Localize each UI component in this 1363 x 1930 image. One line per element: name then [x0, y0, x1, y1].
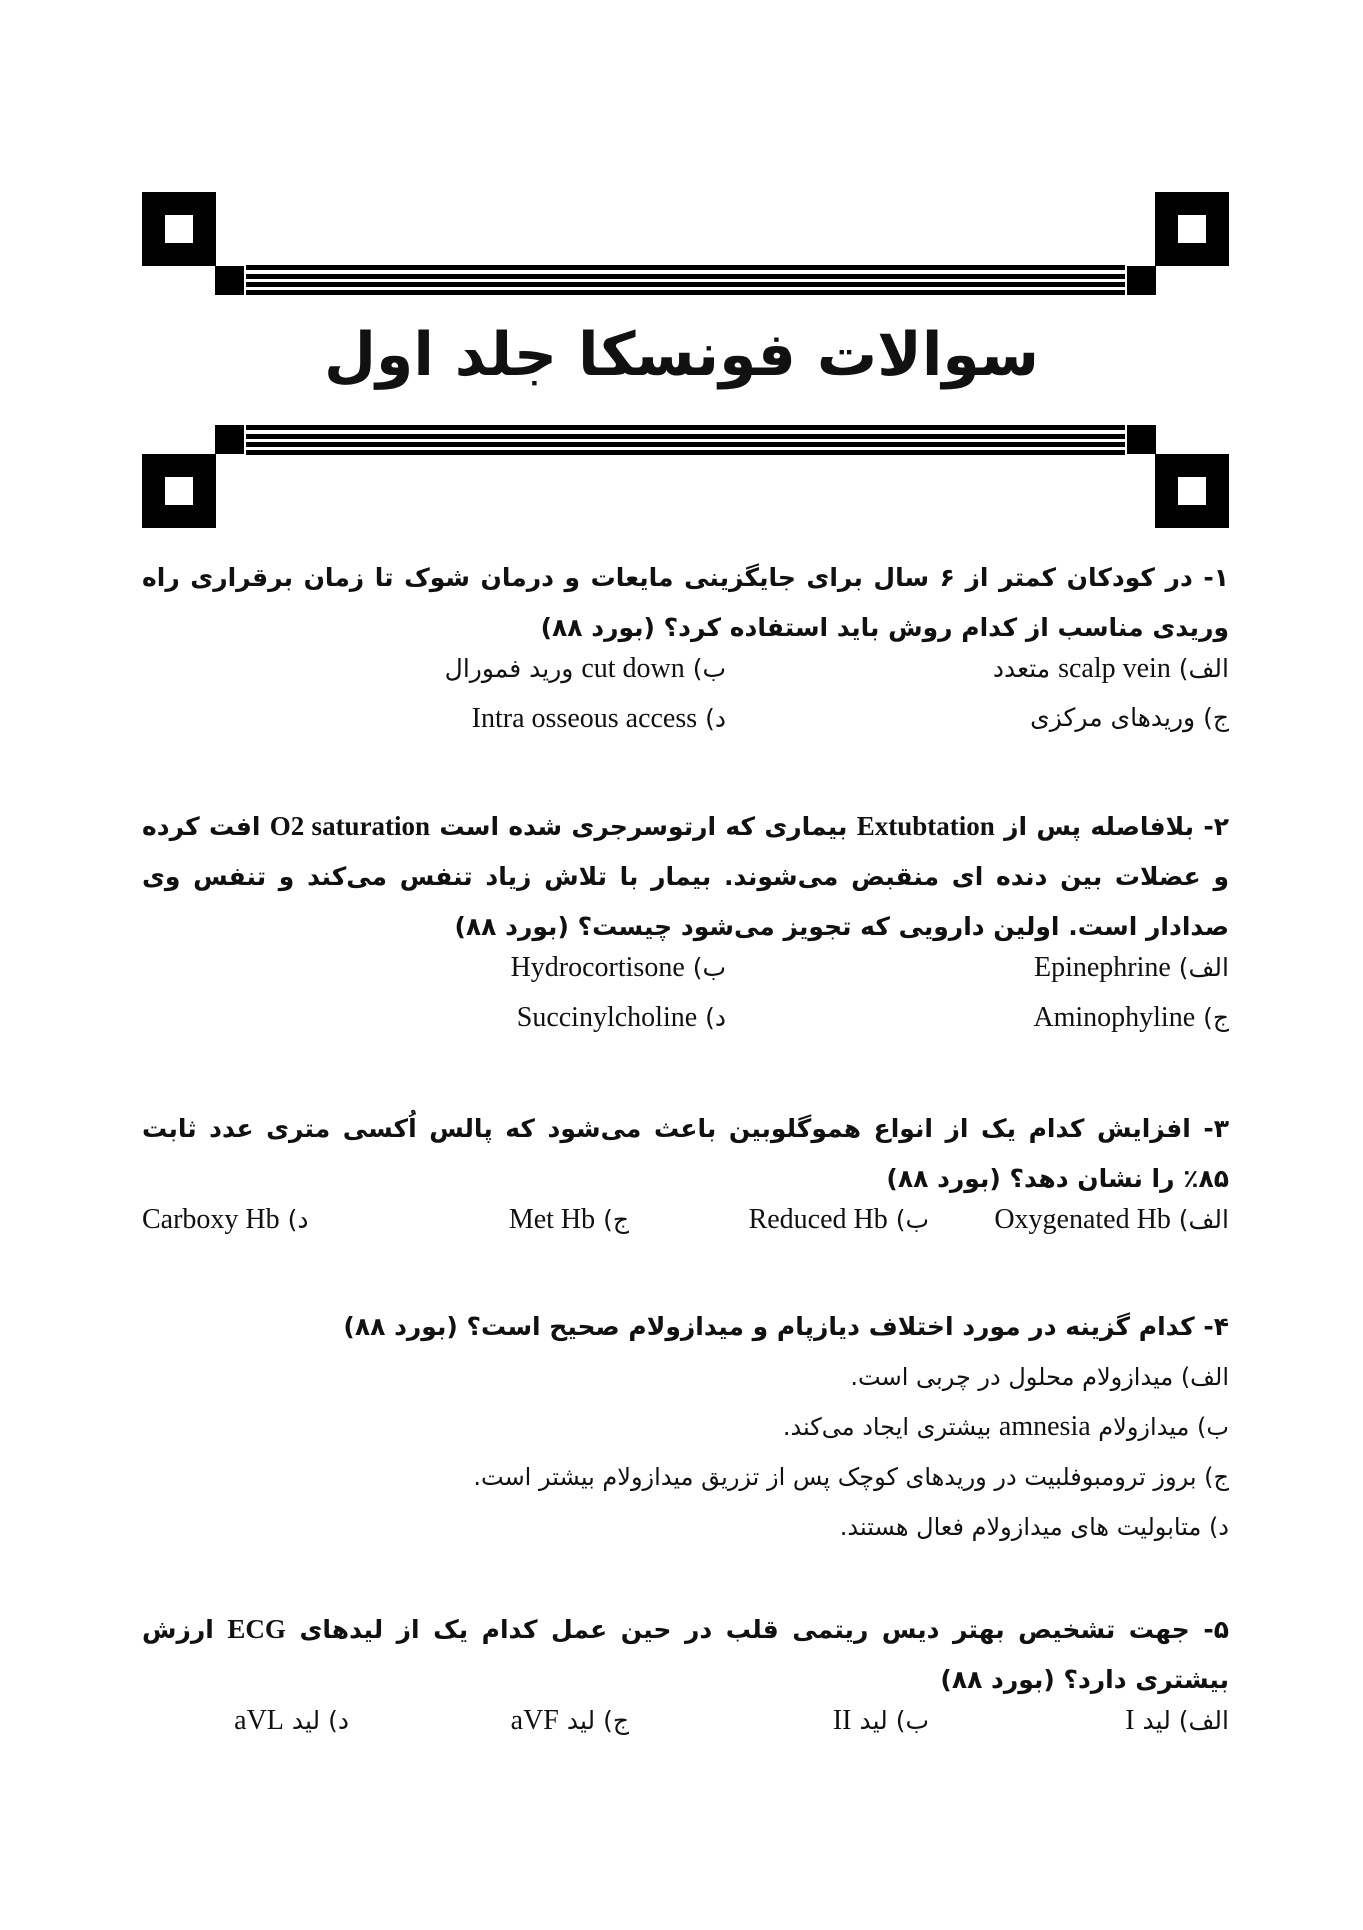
bottom-frame-ornament — [142, 425, 1229, 528]
question-5-text: ۵- جهت تشخیص بهتر دیس ریتمی قلب در حین عمل کدام یک از لیدهای ECG ارزش بیشتری دارد؟ (بورد ۸۸) — [142, 1614, 1229, 1694]
corner-square-top-left — [142, 192, 216, 266]
option-be: ب) cut down ورید فمورال — [444, 653, 726, 684]
option-alef: الف) لید I — [1125, 1705, 1229, 1736]
small-square-top-left — [215, 266, 244, 295]
option-dal: د) Intra osseous access — [471, 703, 726, 734]
question-2 — [142, 801, 1229, 1048]
option-be: ب) Hydrocortisone — [510, 952, 726, 983]
corner-square-bottom-right — [1155, 454, 1229, 528]
option-dal: د) متابولیت های میدازولام فعال هستند. — [839, 1513, 1229, 1541]
bottom-rule-lines — [246, 425, 1125, 455]
option-dal: د) Succinylcholine — [516, 1002, 726, 1033]
question-3 — [142, 1104, 1229, 1250]
option-be: ب) Reduced Hb — [748, 1204, 929, 1235]
option-be: ب) لید II — [832, 1705, 929, 1736]
option-jim: ج) بروز ترومبوفلبیت در وریدهای کوچک پس از تزریق میدازولام بیشتر است. — [473, 1463, 1229, 1491]
question-4-options — [142, 1352, 1229, 1552]
question-3-options — [142, 1204, 1229, 1250]
question-5-options — [142, 1705, 1229, 1751]
small-square-bottom-right — [1127, 425, 1156, 454]
corner-square-bottom-left — [142, 454, 216, 528]
option-jim: ج) وریدهای مرکزی — [1030, 703, 1229, 732]
option-alef: الف) Epinephrine — [1034, 952, 1229, 983]
option-jim: ج) لید aVF — [510, 1705, 629, 1736]
question-3-text: ۳- افزایش کدام یک از انواع هموگلوبین باعث می‌شود که پالس اُکسی متری عدد ثابت ۸۵٪ را نشان دهد؟ (بورد ۸۸) — [142, 1114, 1229, 1193]
question-4-text: ۴- کدام گزینه در مورد اختلاف دیازپام و میدازولام صحیح است؟ (بورد ۸۸) — [343, 1312, 1229, 1341]
option-alef: الف) scalp vein متعدد — [992, 653, 1229, 684]
question-1-options — [142, 653, 1229, 749]
option-be: ب) میدازولام amnesia بیشتری ایجاد می‌کند. — [782, 1411, 1229, 1442]
option-jim: ج) Met Hb — [508, 1204, 629, 1235]
question-1 — [142, 553, 1229, 749]
small-square-bottom-left — [215, 425, 244, 454]
option-dal: د) لید aVL — [234, 1705, 349, 1736]
small-square-top-right — [1127, 266, 1156, 295]
top-frame-ornament — [142, 192, 1229, 296]
top-rule-lines — [246, 265, 1125, 295]
question-4 — [142, 1302, 1229, 1552]
question-1-text: ۱- در کودکان کمتر از ۶ سال برای جایگزینی مایعات و درمان شوک تا زمان برقراری راه وریدی مناسب از کدام روش باید استفاده کرد؟ (بورد ۸۸) — [142, 563, 1229, 642]
question-2-text: ۲- بلافاصله پس از Extubtation بیماری که ارتوسرجری شده است O2 saturation افت کرده و عضلات بین دنده ای منقبض می‌شوند. بیمار با تلاش زیاد تنفس می‌کند و تنفس وی صدادار است. اولین دارویی که تجویز می‌شود چیست؟ (بورد ۸۸) — [142, 811, 1229, 941]
option-dal: د) Carboxy Hb — [142, 1204, 309, 1235]
corner-square-top-right — [1155, 192, 1229, 266]
option-jim: ج) Aminophyline — [1033, 1002, 1229, 1033]
option-alef: الف) Oxygenated Hb — [994, 1204, 1229, 1235]
option-alef: الف) میدازولام محلول در چربی است. — [850, 1363, 1229, 1391]
question-5 — [142, 1604, 1229, 1751]
question-2-options — [142, 952, 1229, 1048]
page-title: سوالات فونسکا جلد اول — [323, 320, 1040, 390]
